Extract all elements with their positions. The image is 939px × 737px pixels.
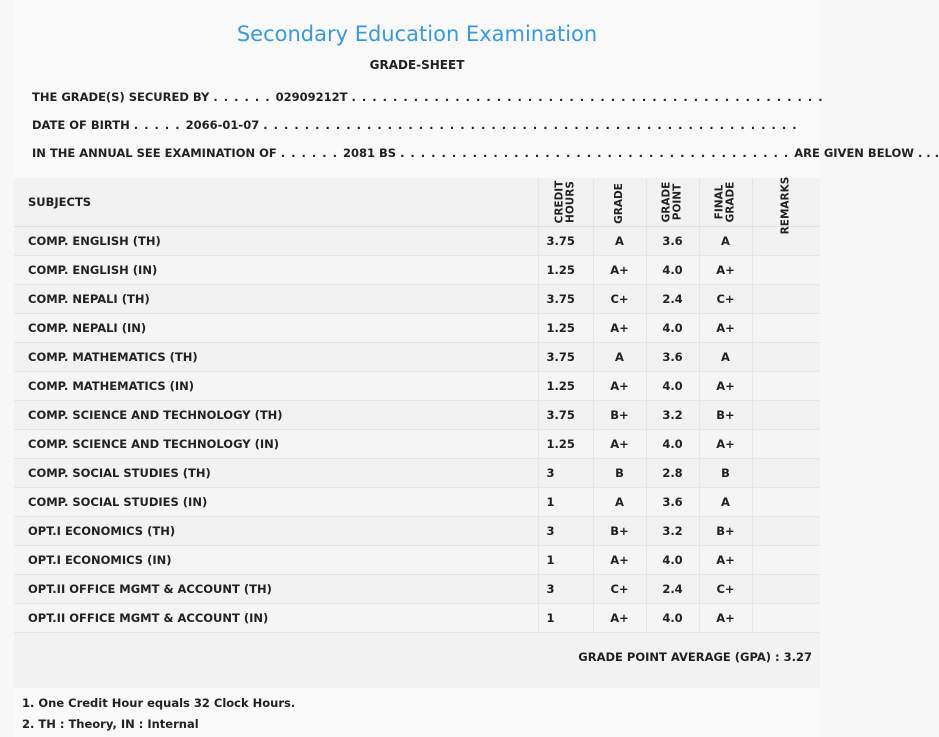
cell-remarks bbox=[752, 285, 820, 314]
exam-line: IN THE ANNUAL SEE EXAMINATION OF . . . . . . 2081 BS . . . . . . . . . . . . . . . . . . . . . . . . . . . . . . . . . . . . . . ARE GIVEN BELOW . . . bbox=[32, 146, 939, 160]
cell-subject: COMP. MATHEMATICS (TH) bbox=[14, 343, 538, 372]
page-subtitle: GRADE-SHEET bbox=[369, 58, 465, 72]
notes bbox=[14, 688, 820, 737]
cell-final-grade: B+ bbox=[699, 401, 752, 430]
cell-remarks bbox=[752, 314, 820, 343]
cell-credit-hours: 1 bbox=[538, 604, 593, 633]
cell-final-grade: B bbox=[699, 459, 752, 488]
dob-value: 2066-01-07 bbox=[185, 118, 260, 132]
cell-grade: A bbox=[593, 227, 646, 256]
cell-grade-point: 4.0 bbox=[646, 546, 699, 575]
grades-table bbox=[14, 178, 820, 633]
table-row bbox=[14, 314, 820, 343]
cell-remarks bbox=[752, 459, 820, 488]
cell-credit-hours: 1 bbox=[538, 546, 593, 575]
cell-credit-hours: 3 bbox=[538, 459, 593, 488]
cell-remarks bbox=[752, 401, 820, 430]
cell-grade-point: 3.2 bbox=[646, 401, 699, 430]
cell-grade: A bbox=[593, 343, 646, 372]
cell-grade: A+ bbox=[593, 604, 646, 633]
note-credit-hour: 1. One Credit Hour equals 32 Clock Hours. bbox=[22, 696, 296, 710]
table-row bbox=[14, 604, 820, 633]
cell-grade: A+ bbox=[593, 372, 646, 401]
cell-grade-point: 4.0 bbox=[646, 314, 699, 343]
exam-value: 2081 BS bbox=[342, 146, 397, 160]
cell-credit-hours: 1.25 bbox=[538, 430, 593, 459]
cell-final-grade: C+ bbox=[699, 575, 752, 604]
cell-remarks bbox=[752, 546, 820, 575]
cell-grade-point: 3.6 bbox=[646, 488, 699, 517]
cell-credit-hours: 1.25 bbox=[538, 256, 593, 285]
cell-grade-point: 2.8 bbox=[646, 459, 699, 488]
cell-grade-point: 4.0 bbox=[646, 604, 699, 633]
table-row bbox=[14, 343, 820, 372]
cell-subject: COMP. ENGLISH (TH) bbox=[14, 227, 538, 256]
secured-by-line: THE GRADE(S) SECURED BY . . . . . . 02909212T . . . . . . . . . . . . . . . . . . . . . . . . . . . . . . . . . . . . . . . . . . . . . . bbox=[32, 90, 824, 104]
table-row bbox=[14, 459, 820, 488]
cell-grade-point: 3.2 bbox=[646, 517, 699, 546]
note-abbreviations: 2. TH : Theory, IN : Internal bbox=[22, 717, 199, 731]
cell-subject: COMP. SOCIAL STUDIES (TH) bbox=[14, 459, 538, 488]
cell-subject: COMP. ENGLISH (IN) bbox=[14, 256, 538, 285]
table-row bbox=[14, 517, 820, 546]
cell-final-grade: A bbox=[699, 227, 752, 256]
cell-credit-hours: 3.75 bbox=[538, 401, 593, 430]
secured-by-value: 02909212T bbox=[275, 90, 348, 104]
cell-subject: COMP. SCIENCE AND TECHNOLOGY (IN) bbox=[14, 430, 538, 459]
cell-grade-point: 2.4 bbox=[646, 285, 699, 314]
cell-grade-point: 4.0 bbox=[646, 256, 699, 285]
table-row bbox=[14, 256, 820, 285]
cell-final-grade: A bbox=[699, 488, 752, 517]
cell-grade: A bbox=[593, 488, 646, 517]
cell-remarks bbox=[752, 575, 820, 604]
table-header-row bbox=[14, 178, 820, 227]
dob-line: DATE OF BIRTH . . . . . 2066-01-07 . . . . . . . . . . . . . . . . . . . . . . . . . . . . . . . . . . . . . . . . . . . . . . . . . . . . bbox=[32, 118, 798, 132]
cell-grade-point: 3.6 bbox=[646, 227, 699, 256]
secured-by-label: THE GRADE(S) SECURED BY bbox=[32, 90, 210, 104]
table-row bbox=[14, 546, 820, 575]
cell-credit-hours: 3 bbox=[538, 575, 593, 604]
cell-remarks bbox=[752, 517, 820, 546]
table-row bbox=[14, 430, 820, 459]
cell-subject: OPT.II OFFICE MGMT & ACCOUNT (TH) bbox=[14, 575, 538, 604]
cell-subject: OPT.I ECONOMICS (IN) bbox=[14, 546, 538, 575]
table-row bbox=[14, 401, 820, 430]
cell-final-grade: A+ bbox=[699, 546, 752, 575]
cell-credit-hours: 1.25 bbox=[538, 314, 593, 343]
cell-remarks bbox=[752, 604, 820, 633]
cell-remarks bbox=[752, 256, 820, 285]
table-row bbox=[14, 575, 820, 604]
page-title: Secondary Education Examination bbox=[236, 22, 598, 46]
cell-grade: C+ bbox=[593, 285, 646, 314]
cell-remarks bbox=[752, 488, 820, 517]
grades-table-wrap bbox=[14, 178, 820, 688]
cell-grade-point: 2.4 bbox=[646, 575, 699, 604]
cell-final-grade: A+ bbox=[699, 604, 752, 633]
cell-grade: A+ bbox=[593, 430, 646, 459]
cell-subject: COMP. MATHEMATICS (IN) bbox=[14, 372, 538, 401]
cell-grade: B+ bbox=[593, 517, 646, 546]
cell-credit-hours: 1 bbox=[538, 488, 593, 517]
header-subjects: SUBJECTS bbox=[14, 178, 538, 227]
gpa-value: 3.27 bbox=[783, 650, 812, 664]
cell-final-grade: A+ bbox=[699, 256, 752, 285]
table-row bbox=[14, 285, 820, 314]
table-row bbox=[14, 488, 820, 517]
cell-grade: A+ bbox=[593, 256, 646, 285]
cell-grade: A+ bbox=[593, 546, 646, 575]
cell-remarks bbox=[752, 430, 820, 459]
cell-grade: C+ bbox=[593, 575, 646, 604]
header-final-grade: FINAL GRADE bbox=[699, 178, 752, 227]
table-row bbox=[14, 372, 820, 401]
grade-sheet bbox=[14, 0, 939, 737]
dob-label: DATE OF BIRTH bbox=[32, 118, 130, 132]
cell-final-grade: A+ bbox=[699, 430, 752, 459]
cell-grade: B+ bbox=[593, 401, 646, 430]
gpa-label: GRADE POINT AVERAGE (GPA) : bbox=[578, 650, 780, 664]
cell-credit-hours: 3.75 bbox=[538, 285, 593, 314]
cell-credit-hours: 3.75 bbox=[538, 227, 593, 256]
exam-label: IN THE ANNUAL SEE EXAMINATION OF bbox=[32, 146, 277, 160]
cell-grade-point: 4.0 bbox=[646, 430, 699, 459]
header-grade-point: GRADE POINT bbox=[646, 178, 699, 227]
cell-grade-point: 4.0 bbox=[646, 372, 699, 401]
cell-remarks bbox=[752, 372, 820, 401]
cell-subject: COMP. SCIENCE AND TECHNOLOGY (TH) bbox=[14, 401, 538, 430]
header-grade: GRADE bbox=[593, 178, 646, 227]
cell-final-grade: B+ bbox=[699, 517, 752, 546]
cell-subject: COMP. NEPALI (IN) bbox=[14, 314, 538, 343]
cell-subject: OPT.I ECONOMICS (TH) bbox=[14, 517, 538, 546]
header-credit-hours: CREDIT HOURS bbox=[538, 178, 593, 227]
grade-rows bbox=[14, 227, 820, 633]
cell-grade-point: 3.6 bbox=[646, 343, 699, 372]
cell-subject: OPT.II OFFICE MGMT & ACCOUNT (IN) bbox=[14, 604, 538, 633]
cell-grade: A+ bbox=[593, 314, 646, 343]
cell-credit-hours: 1.25 bbox=[538, 372, 593, 401]
cell-final-grade: A+ bbox=[699, 314, 752, 343]
header-remarks: REMARKS bbox=[752, 178, 820, 227]
cell-remarks bbox=[752, 343, 820, 372]
cell-subject: COMP. SOCIAL STUDIES (IN) bbox=[14, 488, 538, 517]
cell-subject: COMP. NEPALI (TH) bbox=[14, 285, 538, 314]
cell-final-grade: A bbox=[699, 343, 752, 372]
exam-suffix: ARE GIVEN BELOW . . . bbox=[794, 146, 939, 160]
gpa-line bbox=[578, 650, 812, 664]
cell-credit-hours: 3.75 bbox=[538, 343, 593, 372]
cell-final-grade: C+ bbox=[699, 285, 752, 314]
cell-grade: B bbox=[593, 459, 646, 488]
cell-credit-hours: 3 bbox=[538, 517, 593, 546]
cell-final-grade: A+ bbox=[699, 372, 752, 401]
table-row bbox=[14, 227, 820, 256]
